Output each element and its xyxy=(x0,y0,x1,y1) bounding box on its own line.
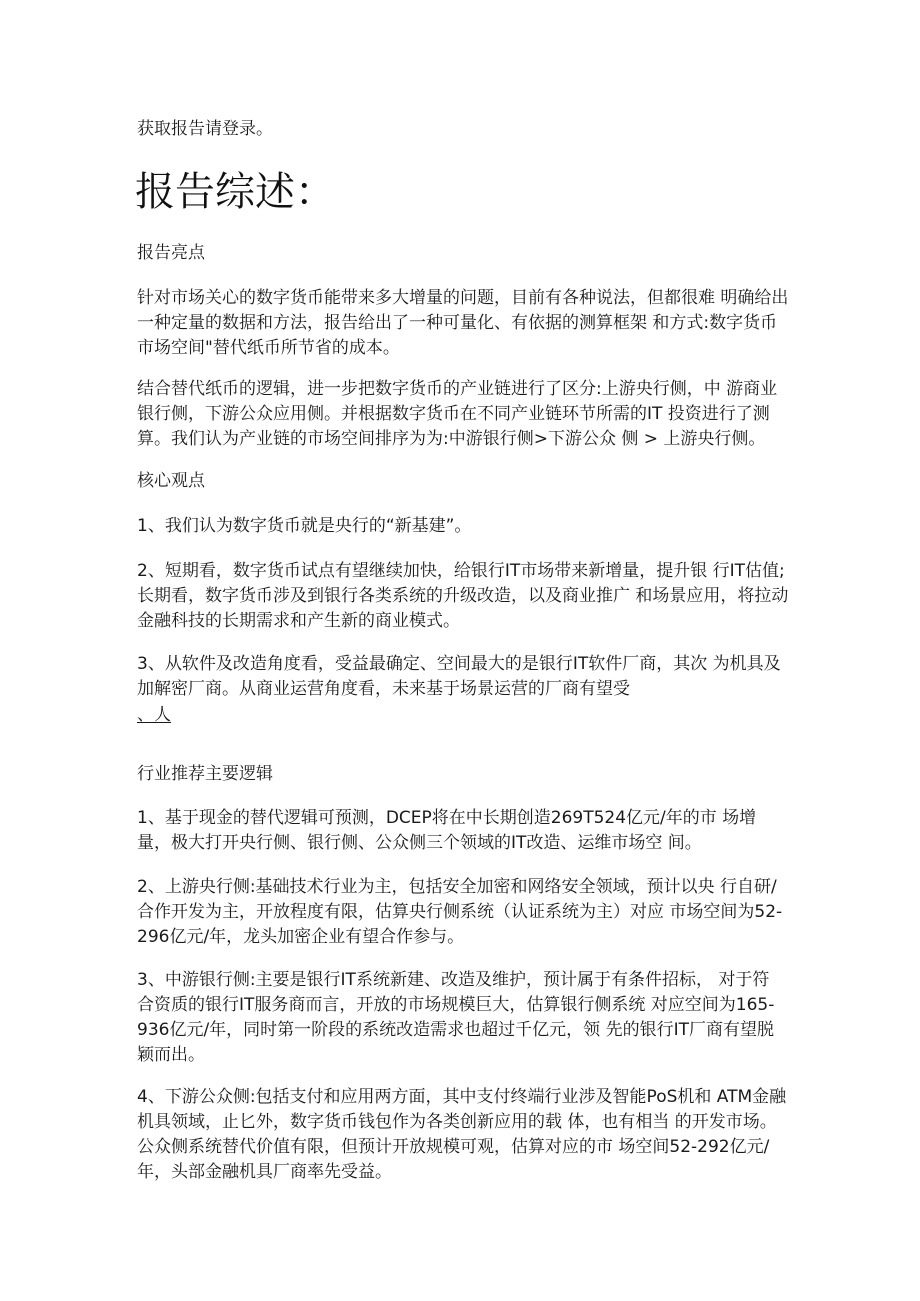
text-line: 结合替代纸币的逻辑，进一步把数字货币的产业链进行了区分:上游央行侧，中 游商业 xyxy=(137,379,778,399)
text-line: 4、下游公众侧:包括支付和应用两方面，其中支付终端行业涉及智能PoS机和 ATM金融 xyxy=(137,1087,787,1107)
highlights-heading: 报告亮点 xyxy=(137,243,205,263)
text-line: 合资质的银行IT服务商而言，开放的市场规模巨大，估算银行侧系统 对应空间为165- xyxy=(137,995,775,1015)
text-line: 公众侧系统替代价值有限，但预计开放规模可观，估算对应的市 场空间52-292亿元/ xyxy=(137,1137,770,1157)
text-line: 颖而出。 xyxy=(137,1045,205,1065)
text-line: 算。我们认为产业链的市场空间排序为为:中游银行侧>下游公众 侧 > 上游央行侧。 xyxy=(137,429,766,449)
page-title: 报告综述： xyxy=(135,169,335,215)
text-line: 机具领域，止匕外，数字货币钱包作为各类创新应用的载 体，也有相当 的开发市场。 xyxy=(137,1112,777,1132)
logic-heading: 行业推荐主要逻辑 xyxy=(137,764,273,784)
text-line: 2、短期看，数字货币试点有望继续加快，给银行IT市场带来新增量，提升银 行IT估值; xyxy=(137,561,785,581)
text-line: 年，头部金融机具厂商率先受益。 xyxy=(137,1162,392,1182)
text-line: 加解密厂商。从商业运营角度看，未来基于场景运营的厂商有望受 xyxy=(137,679,630,699)
login-prompt: 获取报告请登录。 xyxy=(137,119,273,139)
text-line: 一种定量的数据和方法，报告给出了一种可量化、有依据的测算框架 和方式:数字货币 xyxy=(137,313,778,333)
core-views-heading: 核心观点 xyxy=(137,471,205,491)
text-line: 3、中游银行侧:主要是银行IT系统新建、改造及维护，预计属于有条件招标， 对于符 xyxy=(137,970,770,990)
text-line: 市场空间"替代纸币所节省的成本。 xyxy=(137,338,400,358)
text-line: 2、上游央行侧:基础技术行业为主，包括安全加密和网络安全领域，预计以央 行自研/ xyxy=(137,877,777,897)
text-fragment: 、人 xyxy=(137,705,171,725)
text-line: 936亿元/年，同时第一阶段的系统改造需求也超过千亿元，领 先的银行IT厂商有望脱 xyxy=(137,1020,774,1040)
text-line: 金融科技的长期需求和产生新的商业模式。 xyxy=(137,611,460,631)
text-line: 296亿元/年，龙头加密企业有望合作参与。 xyxy=(137,927,465,947)
text-line: 银行侧，下游公众应用侧。并根据数字货币在不同产业链环节所需的IT 投资进行了测 xyxy=(137,404,770,424)
text-line: 针对市场关心的数字货币能带来多大增量的问题，目前有各种说法，但都很难 明确给出 xyxy=(137,288,789,308)
core-point-1: 1、我们认为数字货币就是央行的“新基建”。 xyxy=(137,516,472,536)
text-line: 3、从软件及改造角度看，受益最确定、空间最大的是银行IT软件厂商，其次 为机具及 xyxy=(137,654,781,674)
text-line: 长期看，数字货币涉及到银行各类系统的升级改造，以及商业推广 和场景应用，将拉动 xyxy=(137,586,789,606)
text-line: 1、基于现金的替代逻辑可预测，DCEP将在中长期创造269T524亿元/年的市 场增 xyxy=(137,808,757,828)
text-line: 合作开发为主，开放程度有限，估算央行侧系统（认证系统为主）对应 市场空间为52- xyxy=(137,902,783,922)
text-line: 量，极大打开央行侧、银行侧、公众侧三个领域的IT改造、运维市场空 间。 xyxy=(137,833,702,853)
